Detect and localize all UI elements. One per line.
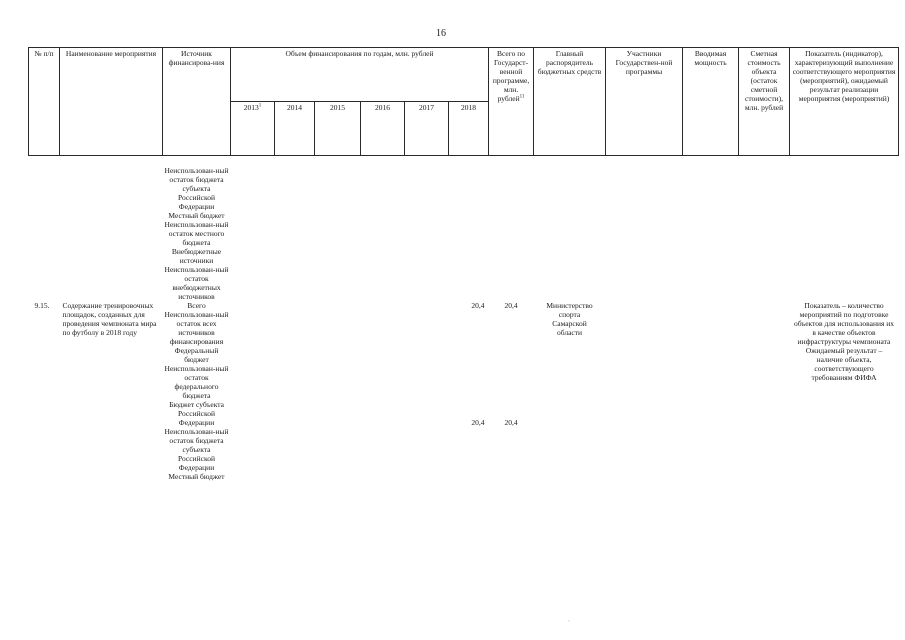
value-total-total: 20,4 <box>504 301 518 310</box>
header-year-2014: 2014 <box>275 102 315 156</box>
header-year-2016: 2016 <box>361 102 405 156</box>
source-label: Федеральный бюджет <box>174 346 219 364</box>
header-manager: Главный распорядитель бюджетных средств <box>534 48 606 156</box>
value-2018-regional: 20,4 <box>471 418 485 427</box>
value-2018-total: 20,4 <box>471 301 485 310</box>
source-label: Неиспользован-ный остаток местного бюджета <box>164 220 229 247</box>
source-label: Неиспользован-ный остаток федерального бюджета <box>164 364 229 400</box>
header-year-2013-note: 1 <box>258 103 262 109</box>
header-capacity: Вводимая мощность <box>683 48 739 156</box>
row-2018-values <box>449 301 489 481</box>
source-total-label: Всего <box>187 301 206 310</box>
source-label: Внебюджетные источники <box>171 247 222 265</box>
header-num: № п/п <box>29 48 60 156</box>
header-indicator: Показатель (индикатор), характеризующий выполнение соответствующего мероприятия (мероприятий), ожидаемый результат реализации мероприятия (мероприятий) <box>790 48 899 156</box>
header-year-2013: 2013$^1$ <box>231 102 275 156</box>
row-num: 9.15. <box>34 301 50 310</box>
source-label: Местный бюджет <box>168 211 225 220</box>
row-name: Содержание тренировочных площадок, созданных для проведения чемпионата мира по футболу в 2018 году <box>62 301 157 337</box>
carryover-row <box>29 156 899 302</box>
source-label: Бюджет субъекта Российской Федерации <box>169 400 224 427</box>
row-total-values <box>489 301 534 481</box>
header-source: Источник финансирова-ния <box>163 48 231 156</box>
header-total <box>489 48 534 156</box>
value-total-regional: 20,4 <box>504 418 518 427</box>
header-volume-group: Объем финансирования по годам, млн. рублей <box>231 48 489 102</box>
row-sources <box>163 301 231 481</box>
header-total-text: Всего по Государст-венной программе, млн. рублей <box>492 49 530 103</box>
header-year-2015: 2015 <box>315 102 361 156</box>
page-number: 16 <box>436 28 446 39</box>
scan-mark: ˎ <box>568 616 570 622</box>
carryover-sources <box>163 156 231 302</box>
header-total-note: 11 <box>519 94 525 100</box>
financing-table <box>28 47 899 481</box>
source-label: Неиспользован-ный остаток бюджета субъекта Российской Федерации <box>164 166 229 211</box>
table-row <box>29 301 899 481</box>
row-indicator: Показатель – количество мероприятий по подготовке объектов для использования их в качестве объектов инфраструктуры чемпионата Ожидаемый результат – наличие объекта, соответствующего требованиям ФИФА <box>793 301 895 382</box>
source-label: Неиспользован-ный остаток всех источников финансирования <box>164 310 229 346</box>
financing-table-sheet <box>28 47 898 481</box>
header-participants: Участники Государствен-ной программы <box>606 48 683 156</box>
source-label: Неиспользован-ный остаток бюджета субъекта Российской Федерации <box>164 427 229 472</box>
source-label: Неиспользован-ный остаток внебюджетных источников <box>164 265 229 301</box>
row-manager: Министерство спорта Самарской области <box>546 301 593 337</box>
header-name: Наименование мероприятия <box>60 48 163 156</box>
header-year-2018: 2018 <box>449 102 489 156</box>
header-cost: Сметная стоимость объекта (остаток сметной стоимости), млн. рублей <box>739 48 790 156</box>
source-label: Местный бюджет <box>168 472 225 481</box>
header-year-2017: 2017 <box>405 102 449 156</box>
